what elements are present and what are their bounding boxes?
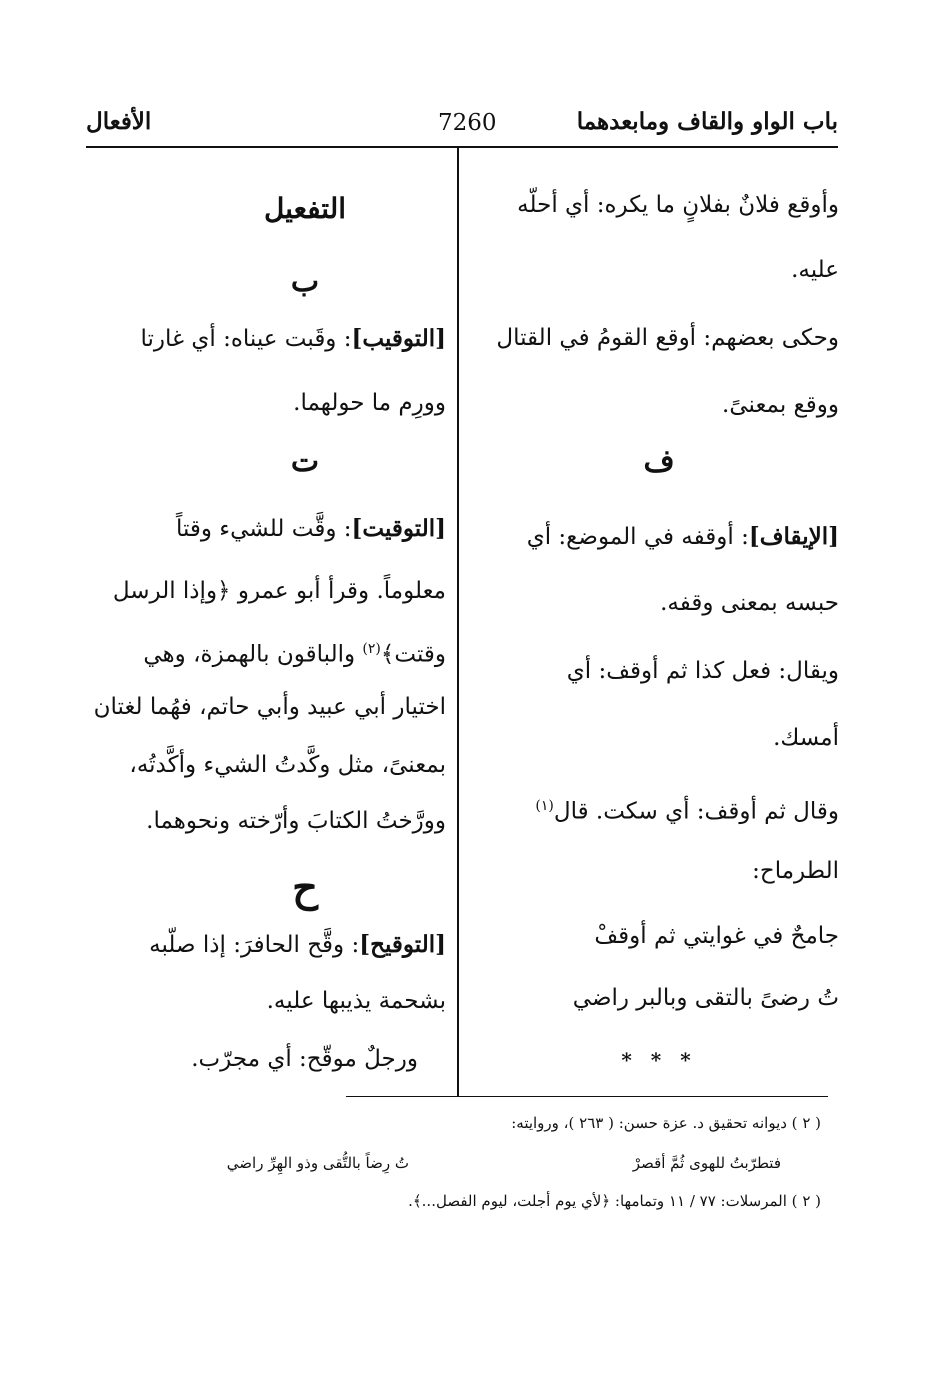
text-line: وورِم ما حولهما. [293, 390, 446, 416]
entry-term: [التوقيب] [351, 325, 446, 352]
entry-text: وقتت﴾ [380, 641, 446, 668]
text-line: ورجلٌ موقّح: أي مجرّب. [191, 1046, 418, 1072]
entry-text: : وقَّت للشيء وقتاً [175, 516, 352, 542]
letter-heading: ت [290, 444, 320, 479]
text-line: بشحمة يذيبها عليه. [266, 988, 446, 1014]
text-line: الطرماح: [752, 858, 839, 884]
section-title: الأفعال [86, 108, 152, 135]
entry-text: : وقَبت عيناه: أي غارتا [140, 326, 352, 352]
entry-line [149, 930, 446, 960]
entry-line [141, 324, 447, 354]
text-line: أمسك. [773, 725, 839, 751]
section-heading: التفعيل [263, 192, 347, 225]
footnote: ( ٢ ) المرسلات: ٧٧ / ١١ وتمامها: ﴿لأي يوم أجلت، ليوم الفصل...﴾. [408, 1192, 821, 1210]
verse-line: جامحٌ في غوايتي ثم أوقفْ [594, 923, 839, 949]
entry-text: : أوقفه في الموضع: أي [526, 524, 749, 550]
entry-text: والباقون بالهمزة، وهي [143, 641, 356, 668]
footnote: ( ٢ ) ديوانه تحقيق د. عزة حسن: ( ٢٦٣ )، وروايته: [511, 1114, 821, 1132]
entry-term: [الإيقاف] [748, 523, 839, 550]
entry-line [535, 791, 839, 827]
text-line: وأوقع فلانٌ بفلانٍ ما يكره: أي أحلّه [517, 192, 839, 218]
header-rule [86, 146, 838, 148]
entry-text: : وقَّح الحافرَ: إذا صلّبه [149, 932, 360, 958]
text-line: معلوماً. وقرأ أبو عمرو ﴿وإذا الرسل [112, 578, 446, 604]
entry-line [143, 634, 446, 670]
text-line: وحكى بعضهم: أوقع القومُ في القتال [496, 325, 839, 351]
letter-heading: ف [643, 444, 675, 479]
entry-line [527, 522, 839, 552]
separator-stars: * * * [621, 1048, 697, 1072]
letter-heading: ح [292, 864, 318, 911]
text-line: حبسه بمعنى وقفه. [660, 590, 839, 616]
text-line: ووقع بمعنىً. [722, 392, 839, 418]
verse-line: تُ رضىً بالتقى وبالبر راضي [572, 985, 839, 1011]
page-number: 7260 [438, 110, 497, 136]
page-header [86, 108, 838, 146]
entry-term: [التوقيت] [351, 515, 446, 542]
footnote-rule [346, 1096, 828, 1097]
entry-line [176, 514, 446, 544]
text-line: بمعنىً، مثل وكَّدتُ الشيء وأكَّدتُه، [129, 752, 446, 778]
footnote-marker: (١) [535, 798, 554, 814]
chapter-title: باب الواو والقاف ومابعدهما [576, 108, 838, 135]
text-line: اختيار أبي عبيد وأبي حاتم، فهُما لغتان [93, 694, 446, 720]
text-line: وورَّختُ الكتابَ وأرّخته ونحوهما. [146, 808, 446, 834]
letter-heading: ب [290, 264, 320, 299]
text-line: ويقال: فعل كذا ثم أوقف: أي [566, 658, 839, 684]
footnote-verse: فتطرّبتُ للهوى ثُمَّ أقصرْ [632, 1154, 781, 1172]
entry-term: [التوقيح] [359, 931, 446, 958]
entry-text: وقال ثم أوقف: أي سكت. قال [553, 798, 839, 825]
footnote-verse: تُ رِضاً بالتُّقى وذو الهِرِّ راضي [226, 1154, 409, 1172]
text-line: عليه. [791, 257, 839, 283]
footnote-marker: (٢) [362, 641, 381, 657]
